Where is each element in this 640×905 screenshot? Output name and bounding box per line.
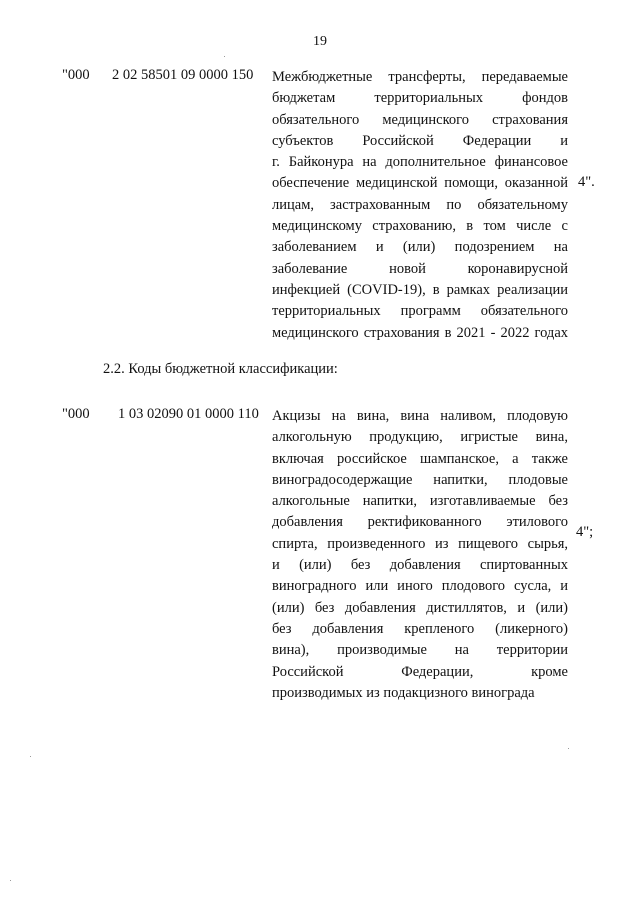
scan-speck [224,56,225,57]
description-line: медицинскому страхованию, в том числе с [272,218,568,235]
description-line: заболеванием и (или) подозрением на [272,239,568,256]
scan-speck [30,756,31,757]
description-line: алкогольные напитки, изготавливаемые без [272,493,568,510]
page-number: 19 [313,34,327,49]
description-line: вина), производимые на территории [272,642,568,659]
description-line: Российской Федерации, кроме [272,663,568,680]
entry-suffix: 4". [578,174,595,190]
description-line: инфекцией (COVID-19), в рамках реализации [272,281,568,298]
budget-classification-code: 1 03 02090 01 0000 110 [118,406,259,422]
scan-speck [10,880,11,881]
description-line: без добавления крепленого (ликерного) [272,620,568,637]
entry-admin-code: "000 [62,67,90,83]
entry-description [272,406,568,704]
section-heading: 2.2. Коды бюджетной классификации: [103,361,338,377]
description-line: производимых из подакцизного винограда [272,684,535,701]
description-line: (или) без добавления дистиллятов, и (или) [272,599,568,616]
description-line: субъектов Российской Федерации и [272,132,568,149]
description-line: бюджетам территориальных фондов [272,90,568,107]
description-line: медицинского страхования в 2021 - 2022 годах [272,324,568,341]
description-line: Акцизы на вина, вина наливом, плодовую [272,408,568,424]
description-line: добавления ректификованного этилового [272,514,568,531]
description-line: г. Байконура на дополнительное финансовое [272,154,568,171]
description-line: спирта, произведенного из пищевого сырья, [272,535,568,552]
entry-suffix: 4"; [576,524,594,540]
description-line: алкогольную продукцию, игристые вина, [272,429,568,446]
description-line: заболевание новой коронавирусной [272,260,568,277]
budget-classification-code: 2 02 58501 09 0000 150 [112,67,254,83]
scan-speck [568,748,569,749]
description-line: обязательного медицинского страхования [272,111,568,128]
description-line: территориальных программ обязательного [272,303,568,320]
description-line: виноградосодержащие напитки, плодовые [272,471,568,488]
description-line: лицам, застрахованным по обязательному [272,196,568,213]
entry-description [272,67,568,344]
entry-admin-code: "000 [62,406,90,422]
description-line: включая российское шампанское, а также [272,450,568,467]
description-line: и (или) без добавления спиртованных [272,557,568,574]
description-line: Межбюджетные трансферты, передаваемые [272,69,568,85]
description-line: виноградного или иного плодового сусла, и [272,578,568,595]
description-line: обеспечение медицинской помощи, оказанной [272,175,568,192]
